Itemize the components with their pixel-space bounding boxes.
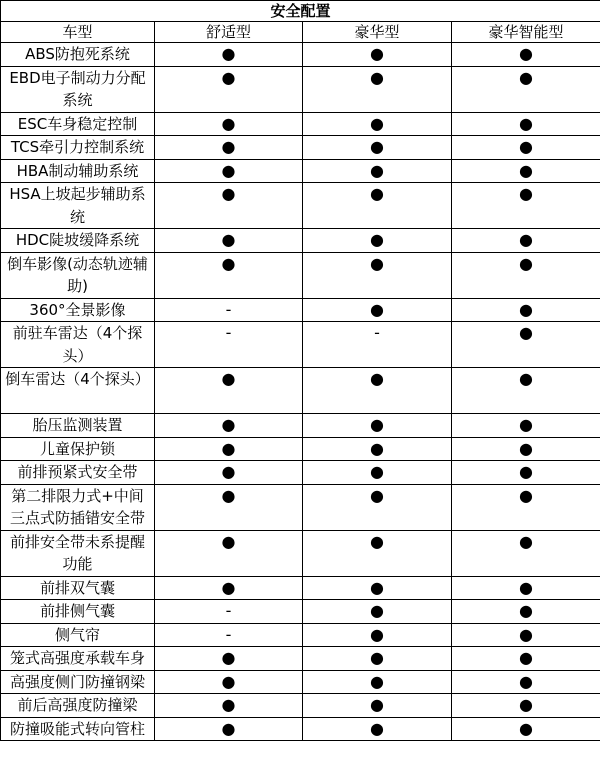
luxury-smart-value: ● <box>452 623 600 647</box>
luxury-smart-value: ● <box>452 112 600 136</box>
feature-name: 胎压监测装置 <box>1 414 155 438</box>
feature-name: 笼式高强度承载车身 <box>1 647 155 671</box>
luxury-smart-value: ● <box>452 229 600 253</box>
table-row <box>1 717 600 741</box>
feature-name: 360°全景影像 <box>1 298 155 322</box>
luxury-value: ● <box>303 183 452 229</box>
luxury-value: ● <box>303 600 452 624</box>
luxury-smart-value: ● <box>452 530 600 576</box>
comfort-value: ● <box>155 576 303 600</box>
luxury-smart-value: ● <box>452 136 600 160</box>
feature-name: ESC车身稳定控制 <box>1 112 155 136</box>
feature-name: 防撞吸能式转向管柱 <box>1 717 155 741</box>
comfort-value: ● <box>155 43 303 67</box>
luxury-smart-value: ● <box>452 694 600 718</box>
table-row <box>1 670 600 694</box>
luxury-value: ● <box>303 437 452 461</box>
luxury-smart-value: ● <box>452 414 600 438</box>
luxury-smart-value: ● <box>452 368 600 414</box>
comfort-value: ● <box>155 414 303 438</box>
luxury-smart-value: ● <box>452 576 600 600</box>
comfort-value: - <box>155 600 303 624</box>
comfort-value: ● <box>155 252 303 298</box>
feature-name: 前驻车雷达（4个探头） <box>1 322 155 368</box>
table-row <box>1 484 600 530</box>
luxury-value: ● <box>303 66 452 112</box>
header-luxury-smart: 豪华智能型 <box>452 22 600 43</box>
table-row <box>1 623 600 647</box>
table-row <box>1 368 600 414</box>
comfort-value: ● <box>155 461 303 485</box>
feature-name: HSA上坡起步辅助系统 <box>1 183 155 229</box>
luxury-smart-value: ● <box>452 43 600 67</box>
table-row <box>1 414 600 438</box>
luxury-smart-value: ● <box>452 484 600 530</box>
luxury-smart-value: ● <box>452 647 600 671</box>
table-row <box>1 229 600 253</box>
feature-name: 倒车影像(动态轨迹辅助) <box>1 252 155 298</box>
comfort-value: ● <box>155 670 303 694</box>
feature-name: 前排双气囊 <box>1 576 155 600</box>
feature-name: 侧气帘 <box>1 623 155 647</box>
luxury-value: ● <box>303 670 452 694</box>
luxury-smart-value: ● <box>452 600 600 624</box>
luxury-value: ● <box>303 368 452 414</box>
table-row <box>1 461 600 485</box>
table-row <box>1 66 600 112</box>
feature-name: 儿童保护锁 <box>1 437 155 461</box>
table-row <box>1 112 600 136</box>
luxury-value: ● <box>303 252 452 298</box>
table-row <box>1 252 600 298</box>
feature-name: 前排安全带未系提醒功能 <box>1 530 155 576</box>
table-row <box>1 298 600 322</box>
table-row <box>1 159 600 183</box>
comfort-value: ● <box>155 159 303 183</box>
header-luxury: 豪华型 <box>303 22 452 43</box>
luxury-value: ● <box>303 647 452 671</box>
luxury-value: ● <box>303 717 452 741</box>
comfort-value: ● <box>155 530 303 576</box>
comfort-value: ● <box>155 183 303 229</box>
feature-name: 前后高强度防撞梁 <box>1 694 155 718</box>
feature-name: 前排侧气囊 <box>1 600 155 624</box>
luxury-smart-value: ● <box>452 437 600 461</box>
feature-name: 前排预紧式安全带 <box>1 461 155 485</box>
luxury-value: ● <box>303 694 452 718</box>
luxury-value: - <box>303 322 452 368</box>
luxury-smart-value: ● <box>452 717 600 741</box>
comfort-value: ● <box>155 717 303 741</box>
table-title: 安全配置 <box>1 1 600 22</box>
luxury-value: ● <box>303 484 452 530</box>
luxury-smart-value: ● <box>452 183 600 229</box>
luxury-smart-value: ● <box>452 670 600 694</box>
luxury-value: ● <box>303 576 452 600</box>
table-row <box>1 437 600 461</box>
table-row <box>1 43 600 67</box>
header-row <box>1 22 600 43</box>
luxury-smart-value: ● <box>452 298 600 322</box>
comfort-value: ● <box>155 136 303 160</box>
table-row <box>1 647 600 671</box>
luxury-value: ● <box>303 298 452 322</box>
comfort-value: ● <box>155 647 303 671</box>
comfort-value: - <box>155 322 303 368</box>
table-row <box>1 136 600 160</box>
luxury-value: ● <box>303 530 452 576</box>
luxury-value: ● <box>303 229 452 253</box>
luxury-value: ● <box>303 159 452 183</box>
feature-name: 高强度侧门防撞钢梁 <box>1 670 155 694</box>
feature-name: HDC陡坡缓降系统 <box>1 229 155 253</box>
luxury-value: ● <box>303 414 452 438</box>
comfort-value: ● <box>155 229 303 253</box>
comfort-value: - <box>155 623 303 647</box>
luxury-value: ● <box>303 136 452 160</box>
table-row <box>1 694 600 718</box>
luxury-smart-value: ● <box>452 159 600 183</box>
comfort-value: - <box>155 298 303 322</box>
comfort-value: ● <box>155 112 303 136</box>
luxury-value: ● <box>303 623 452 647</box>
table-row <box>1 530 600 576</box>
luxury-value: ● <box>303 112 452 136</box>
header-comfort: 舒适型 <box>155 22 303 43</box>
feature-name: EBD电子制动力分配系统 <box>1 66 155 112</box>
comfort-value: ● <box>155 368 303 414</box>
feature-name: TCS牵引力控制系统 <box>1 136 155 160</box>
comfort-value: ● <box>155 484 303 530</box>
table-row <box>1 322 600 368</box>
table-row <box>1 576 600 600</box>
feature-name: 第二排限力式+中间三点式防插错安全带 <box>1 484 155 530</box>
header-model: 车型 <box>1 22 155 43</box>
luxury-value: ● <box>303 43 452 67</box>
feature-name: ABS防抱死系统 <box>1 43 155 67</box>
comfort-value: ● <box>155 694 303 718</box>
luxury-smart-value: ● <box>452 461 600 485</box>
table-row <box>1 183 600 229</box>
luxury-smart-value: ● <box>452 322 600 368</box>
comfort-value: ● <box>155 66 303 112</box>
luxury-smart-value: ● <box>452 66 600 112</box>
table-row <box>1 600 600 624</box>
feature-name: 倒车雷达（4个探头） <box>1 368 155 414</box>
comfort-value: ● <box>155 437 303 461</box>
luxury-value: ● <box>303 461 452 485</box>
luxury-smart-value: ● <box>452 252 600 298</box>
feature-name: HBA制动辅助系统 <box>1 159 155 183</box>
